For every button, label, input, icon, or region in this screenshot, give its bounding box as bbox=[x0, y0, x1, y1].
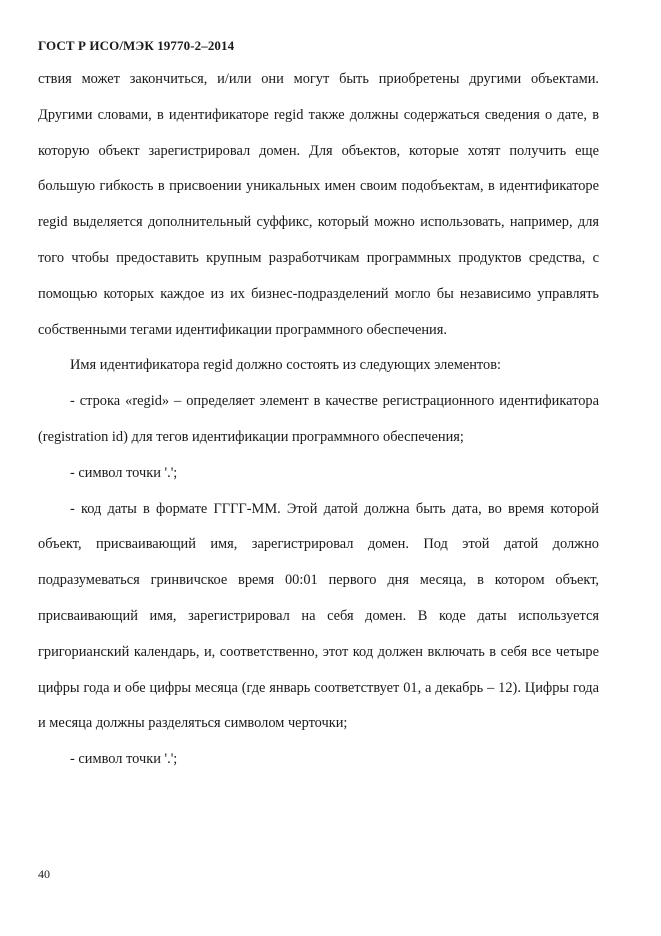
body-text bbox=[38, 62, 599, 778]
list-item-dot-symbol: - символ точки '.'; bbox=[70, 464, 178, 481]
list-item-dot-symbol-2: - символ точки '.'; bbox=[70, 751, 178, 768]
list-item-date-code: - код даты в формате ГГГГ-ММ. Этой датой должна быть дата, во время которой объект, присваивающий имя, зарегистрировал домен. Под этой датой должно подразумеваться гринвичское время 00:01 первого дня месяца, в котором объект, присваивающий имя, зарегистрировал на себя домен. В коде даты используется григорианский календарь, и, соответственно, этот код должен включать в себя все четыре цифры года и обе цифры месяца (где январь соответствует 01, а декабрь – 12). Цифры года и месяца должны разделяться символом черточки; bbox=[38, 500, 599, 732]
paragraph-regid-intro: Имя идентификатора regid должно состоять из следующих элементов: bbox=[70, 357, 501, 374]
document-header: ГОСТ Р ИСО/МЭК 19770-2–2014 bbox=[38, 38, 235, 53]
paragraph-continuation: ствия может закончиться, и/или они могут быть приобретены другими объектами. Другими словами, в идентификаторе regid также должны содержаться сведения о дате, в которую объект зарегистрировал домен. Для объектов, которые хотят получить еще большую гибкость в присвоении уникальных имен своим подобъектам, в идентификаторе regid выделяется дополнительный суффикс, который можно использовать, например, для того чтобы предоставить крупным разработчикам программных продуктов средства, с помощью которых каждое из их бизнес-подразделений могло бы независимо управлять собственными тегами идентификации программного обеспечения. bbox=[38, 71, 599, 338]
page-number: 40 bbox=[38, 867, 50, 881]
list-item-regid-string: - строка «regid» – определяет элемент в качестве регистрационного идентификатора (registration id) для тегов идентификации программного обеспечения; bbox=[38, 393, 599, 445]
